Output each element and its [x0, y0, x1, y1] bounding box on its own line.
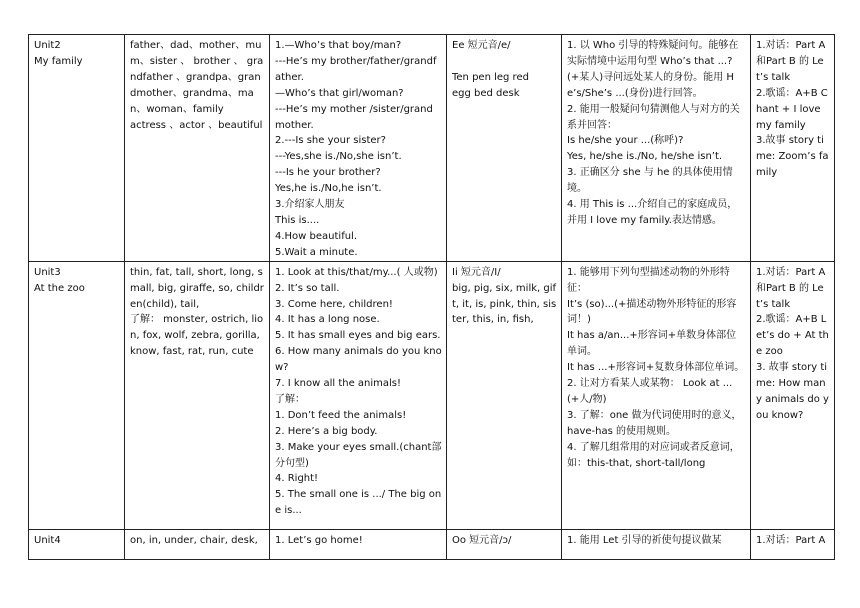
- activities-cell: 1.对话：Part A 和Part B 的 Let’s talk 2.歌谣：A+B Let’s do + At the zoo 3. 故事 story time: How many animals do you know?: [751, 261, 835, 529]
- sentences-cell: 1. Let’s go home!: [270, 529, 447, 559]
- unit-cell: Unit2 My family: [29, 35, 125, 262]
- vocabulary-cell: thin, fat, tall, short, long, small, big, giraffe, so, children(child), tail, 了解： monster, ostrich, lion, fox, wolf, zebra, gorilla, know, fast, rat, run, cute: [125, 261, 270, 529]
- activities-cell: 1.对话：Part A: [751, 529, 835, 559]
- table-row: [29, 529, 835, 559]
- unit-cell: Unit4: [29, 529, 125, 559]
- vocabulary-cell: on, in, under, chair, desk,: [125, 529, 270, 559]
- goals-cell: 1. 能用 Let 引导的祈使句提议做某: [562, 529, 751, 559]
- table-row: [29, 35, 835, 262]
- phonics-cell: Ee 短元音/e/ Ten pen leg red egg bed desk: [447, 35, 562, 262]
- goals-cell: 1. 以 Who 引导的特殊疑问句。能够在实际情境中运用句型 Who’s that ...?(+某人)寻问远处某人的身份。能用 He’s/She’s ...(身份)进行回答。 2. 能用一般疑问句猜测他人与对方的关系并回答： Is he/she your ...(称呼)? Yes, he/she is./No, he/she isn’t. 3. 正确区分 she 与 he 的具体使用情境。 4. 用 This is ...介绍自己的家庭成员，并用 I love my family.表达情感。: [562, 35, 751, 262]
- curriculum-table: [28, 34, 835, 560]
- activities-cell: 1.对话：Part A 和Part B 的 Let’s talk 2.歌谣：A+B Chant + I love my family 3.故事 story time: Zoom’s family: [751, 35, 835, 262]
- sentences-cell: 1. Look at this/that/my...( 人或物) 2. It’s so tall. 3. Come here, children! 4. It has a long nose. 5. It has small eyes and big ears. 6. How many animals do you know? 7. I know all the animals! 了解： 1. Don’t feed the animals! 2. Here’s a big body. 3. Make your eyes small.(chant部分句型) 4. Right! 5. The small one is .../ The big one is...: [270, 261, 447, 529]
- phonics-cell: Oo 短元音/ɔ/: [447, 529, 562, 559]
- vocabulary-cell: father、dad、mother、mum、sister 、 brother 、 grandfather 、grandpa、grandmother、grandma、man、woman、family actress 、actor 、beautiful: [125, 35, 270, 262]
- sentences-cell: 1.—Who’s that boy/man? ---He’s my brother/father/grandfather. —Who’s that girl/woman? ---He’s my mother /sister/grandmother. 2.---Is she your sister? ---Yes,she is./No,she isn’t. ---Is he your brother? Yes,he is./No,he isn’t. 3.介绍家人朋友 This is.... 4.How beautiful. 5.Wait a minute.: [270, 35, 447, 262]
- phonics-cell: Ii 短元音/I/ big, pig, six, milk, gift, it, is, pink, thin, sister, this, in, fish,: [447, 261, 562, 529]
- unit-cell: Unit3 At the zoo: [29, 261, 125, 529]
- table-row: [29, 261, 835, 529]
- goals-cell: 1. 能够用下列句型描述动物的外形特征： It’s (so)...(+描述动物外形特征的形容词！) It has a/an...+形容词+单数身体部位单词。 It has ...+形容词+复数身体部位单词。 2. 让对方看某人或某物： Look at ...(+人/物) 3. 了解：one 做为代词使用时的意义，have-has 的使用规则。 4. 了解几组常用的对应词或者反意词，如：this-that, short-tall/long: [562, 261, 751, 529]
